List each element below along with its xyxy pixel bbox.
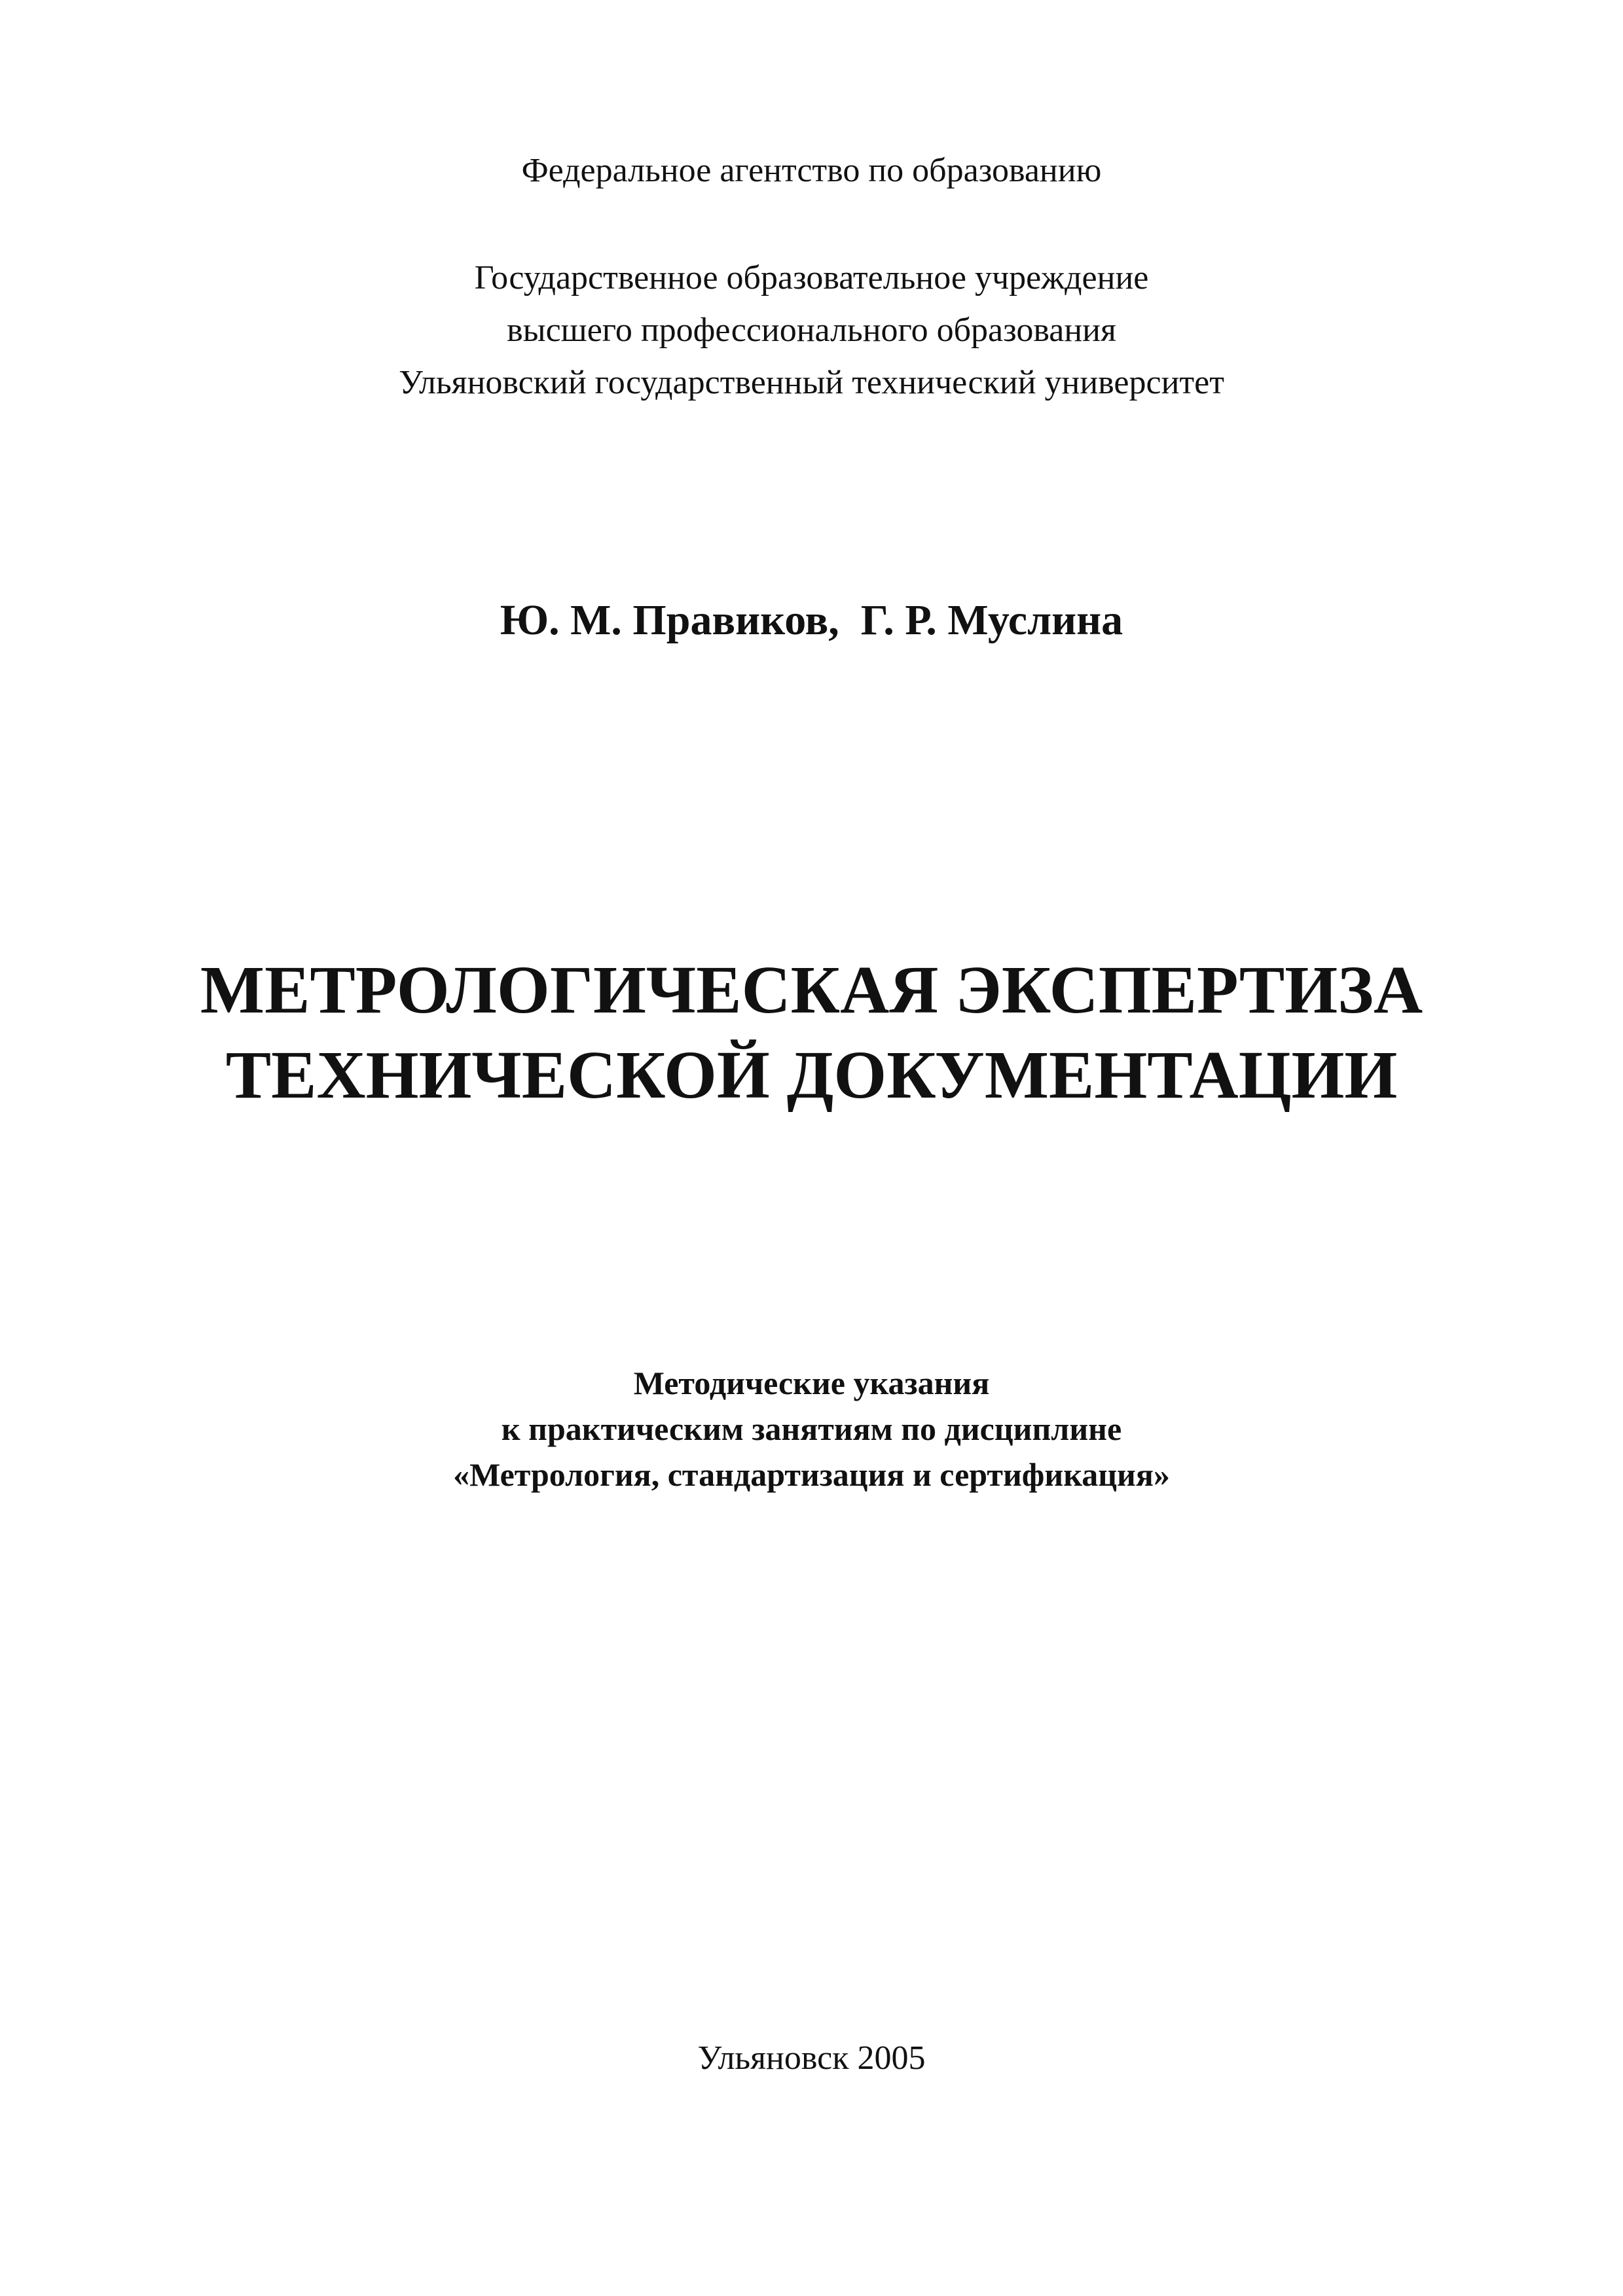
document-subtitle <box>0 1360 1623 1498</box>
subtitle-line-2: к практическим занятиям по дисциплине <box>501 1410 1122 1447</box>
city-year: Ульяновск 2005 <box>697 2039 926 2077</box>
title-line-2: ТЕХНИЧЕСКОЙ ДОКУМЕНТАЦИИ <box>225 1037 1398 1113</box>
institution-line-3: Ульяновский государственный технический университет <box>399 364 1224 401</box>
title-line-1: МЕТРОЛОГИЧЕСКАЯ ЭКСПЕРТИЗА <box>200 952 1423 1028</box>
document-title <box>0 948 1623 1118</box>
agency-name <box>0 149 1623 192</box>
subtitle-line-3: «Метрология, стандартизация и сертификация» <box>453 1456 1170 1493</box>
subtitle-line-1: Методические указания <box>633 1365 990 1401</box>
agency-line: Федеральное агентство по образованию <box>521 152 1102 189</box>
institution-block <box>0 252 1623 409</box>
institution-line-1: Государственное образовательное учреждение <box>474 259 1149 296</box>
authors: Ю. М. Правиков, Г. Р. Муслина <box>500 596 1123 644</box>
institution-line-2: высшего профессионального образования <box>507 312 1116 349</box>
